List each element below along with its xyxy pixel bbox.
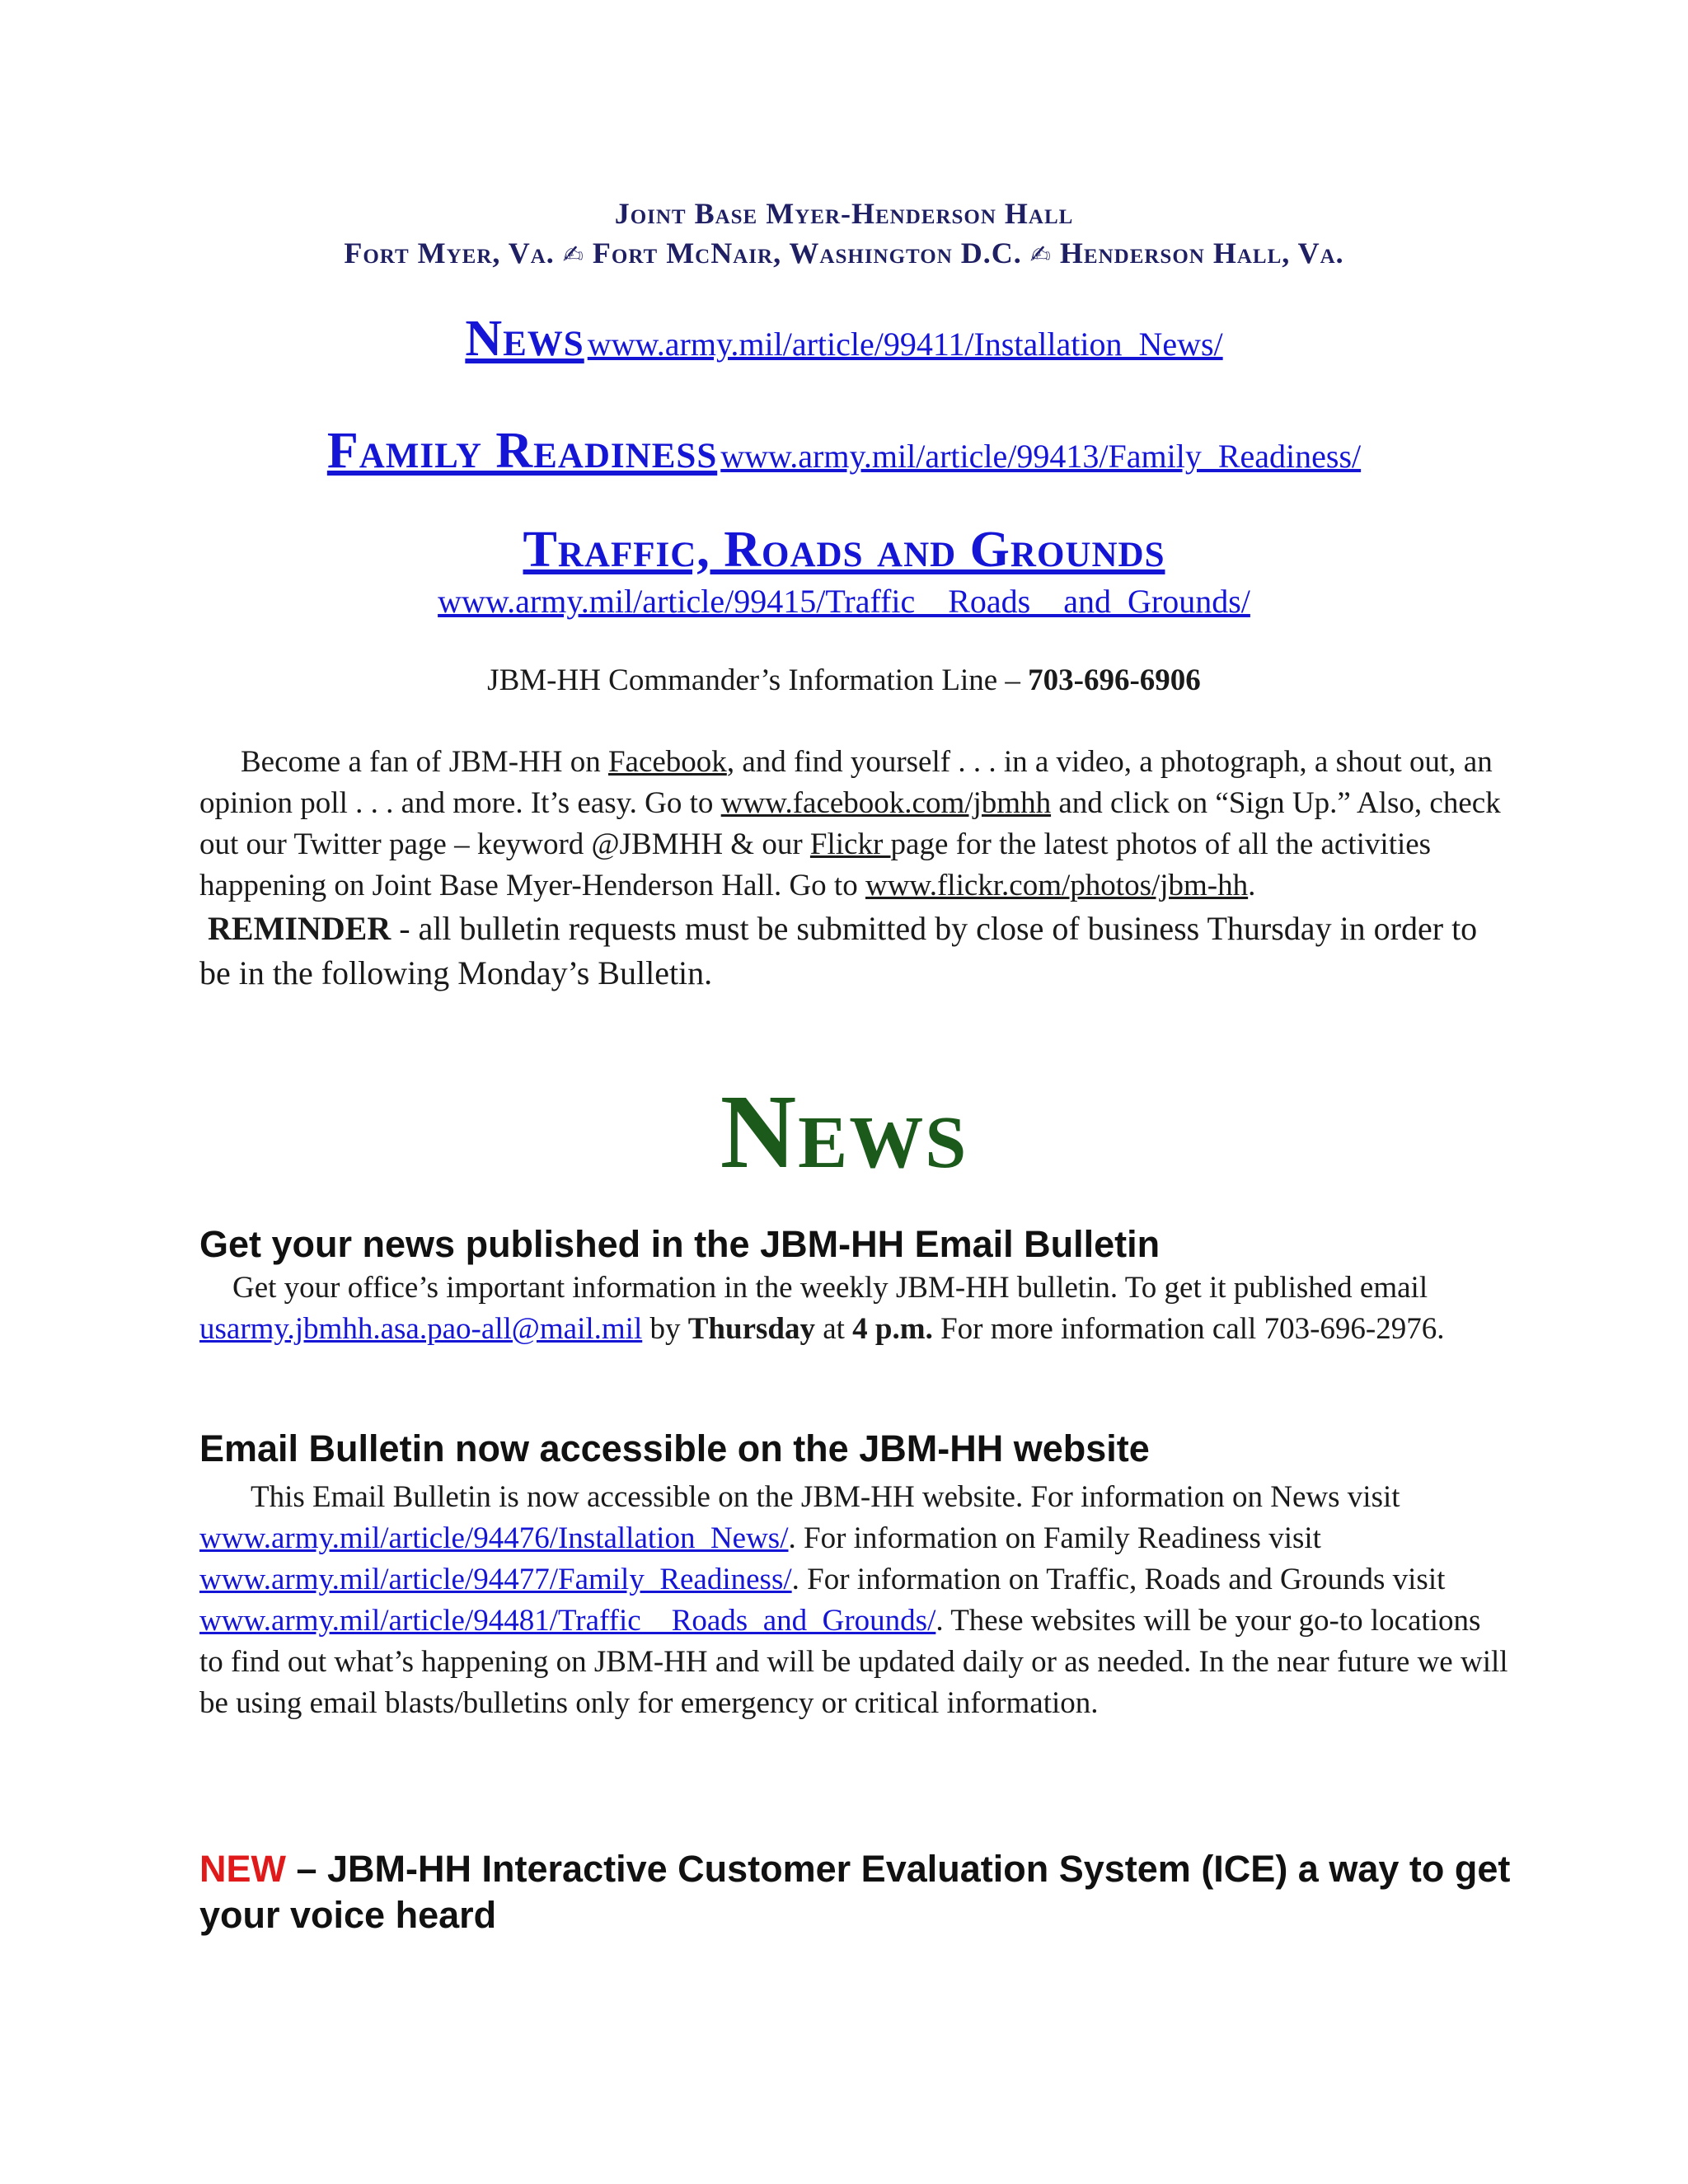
body-text: For more information call 703-696-2976. bbox=[932, 1312, 1445, 1346]
header-title: Joint Base Myer-Henderson Hall bbox=[614, 197, 1074, 230]
body-text: at bbox=[814, 1312, 853, 1346]
location-fort-mcnair: Fort McNair, Washington D.C. bbox=[592, 237, 1022, 269]
family-readiness-url-link[interactable]: www.army.mil/article/99413/Family_Readiness/ bbox=[720, 438, 1362, 475]
pao-email-link[interactable]: usarmy.jbmhh.asa.pao-all@mail.mil bbox=[199, 1312, 643, 1346]
reminder-text: - all bulletin requests must be submitted by close of business Thursday in order to be in the following Monday’s Bulletin. bbox=[199, 910, 1478, 991]
intro-text: . bbox=[1248, 869, 1256, 902]
section-heading-ice bbox=[199, 1846, 1518, 1938]
commander-info-line bbox=[0, 663, 1688, 698]
reminder-label: REMINDER bbox=[208, 910, 392, 947]
installation-news-link[interactable]: www.army.mil/article/94476/Installation_News/ bbox=[199, 1521, 789, 1555]
header-locations bbox=[0, 236, 1688, 270]
flickr-link[interactable]: Flickr bbox=[809, 827, 891, 861]
section-body-website bbox=[199, 1477, 1510, 1724]
traffic-url-link[interactable]: www.army.mil/article/99415/Traffic__Roads__and_Grounds/ bbox=[438, 583, 1250, 620]
body-text: This Email Bulletin is now accessible on the JBM-HH website. For information on News visit bbox=[251, 1480, 1400, 1514]
pen-icon: ✍ bbox=[1029, 241, 1052, 269]
body-text: . These websites will be your go-to locations to find out what’s happening on JBM-HH and will be updated daily or as needed. In the near future we will be using email blasts/bulletins only for emergency or critical information. bbox=[199, 1604, 1508, 1720]
reminder-note bbox=[199, 907, 1502, 996]
family-readiness-article-link[interactable]: www.army.mil/article/94477/Family_Readiness/ bbox=[199, 1563, 792, 1596]
news-link-row bbox=[0, 310, 1688, 368]
news-section-title: News bbox=[720, 1073, 968, 1190]
intro-text: , and find yourself . . . in a video, a photograph, a shout out, an opinion poll . . . and more. It’s easy. Go to bbox=[199, 745, 1493, 820]
section-heading-website: Email Bulletin now accessible on the JBM-HH website bbox=[199, 1427, 1150, 1469]
body-text: . For information on Family Readiness visit bbox=[788, 1521, 1321, 1555]
commander-info-label: JBM-HH Commander’s Information Line – bbox=[487, 663, 1029, 697]
body-text: . For information on Traffic, Roads and Grounds visit bbox=[791, 1563, 1446, 1596]
facebook-url-link[interactable]: www.facebook.com/jbmhh bbox=[720, 786, 1052, 820]
news-link[interactable]: News bbox=[465, 311, 584, 367]
body-text: Get your office’s important information in the weekly JBM-HH bulletin. To get it published email bbox=[232, 1271, 1428, 1305]
new-badge: NEW bbox=[199, 1848, 286, 1890]
traffic-article-link[interactable]: www.army.mil/article/94481/Traffic__Roads_and_Grounds/ bbox=[199, 1604, 936, 1638]
traffic-link[interactable]: Traffic, Roads and Grounds bbox=[523, 522, 1165, 578]
traffic-link-row bbox=[0, 521, 1688, 579]
pen-icon: ✍ bbox=[562, 241, 584, 269]
ice-heading-text: – JBM-HH Interactive Customer Evaluation System (ICE) a way to get your voice heard bbox=[199, 1848, 1511, 1936]
body-text: by bbox=[642, 1312, 688, 1346]
facebook-link[interactable]: Facebook bbox=[607, 745, 727, 779]
family-link-row bbox=[0, 422, 1688, 480]
intro-paragraph bbox=[199, 742, 1502, 996]
location-henderson-hall: Henderson Hall, Va. bbox=[1059, 237, 1344, 269]
intro-text: page for the latest photos of all the activities happening on Joint Base Myer-Henderson Hall. Go to bbox=[199, 827, 1432, 902]
deadline-day: Thursday bbox=[687, 1312, 815, 1346]
news-url-link[interactable]: www.army.mil/article/99411/Installation_News/ bbox=[587, 326, 1223, 363]
intro-text: and click on “Sign Up.” Also, check out our Twitter page – keyword @JBMHH & our bbox=[199, 786, 1501, 861]
flickr-url-link[interactable]: www.flickr.com/photos/jbm-hh bbox=[865, 869, 1249, 902]
traffic-url-row bbox=[0, 582, 1688, 621]
family-readiness-link[interactable]: Family Readiness bbox=[326, 423, 718, 479]
commander-info-phone: 703-696-6906 bbox=[1028, 663, 1201, 697]
location-fort-myer: Fort Myer, Va. bbox=[344, 237, 555, 269]
section-heading-email-bulletin: Get your news published in the JBM-HH Email Bulletin bbox=[199, 1223, 1160, 1265]
section-body-email-bulletin bbox=[199, 1268, 1510, 1350]
intro-text: Become a fan of JBM-HH on bbox=[241, 745, 608, 779]
deadline-time: 4 p.m. bbox=[852, 1312, 933, 1346]
